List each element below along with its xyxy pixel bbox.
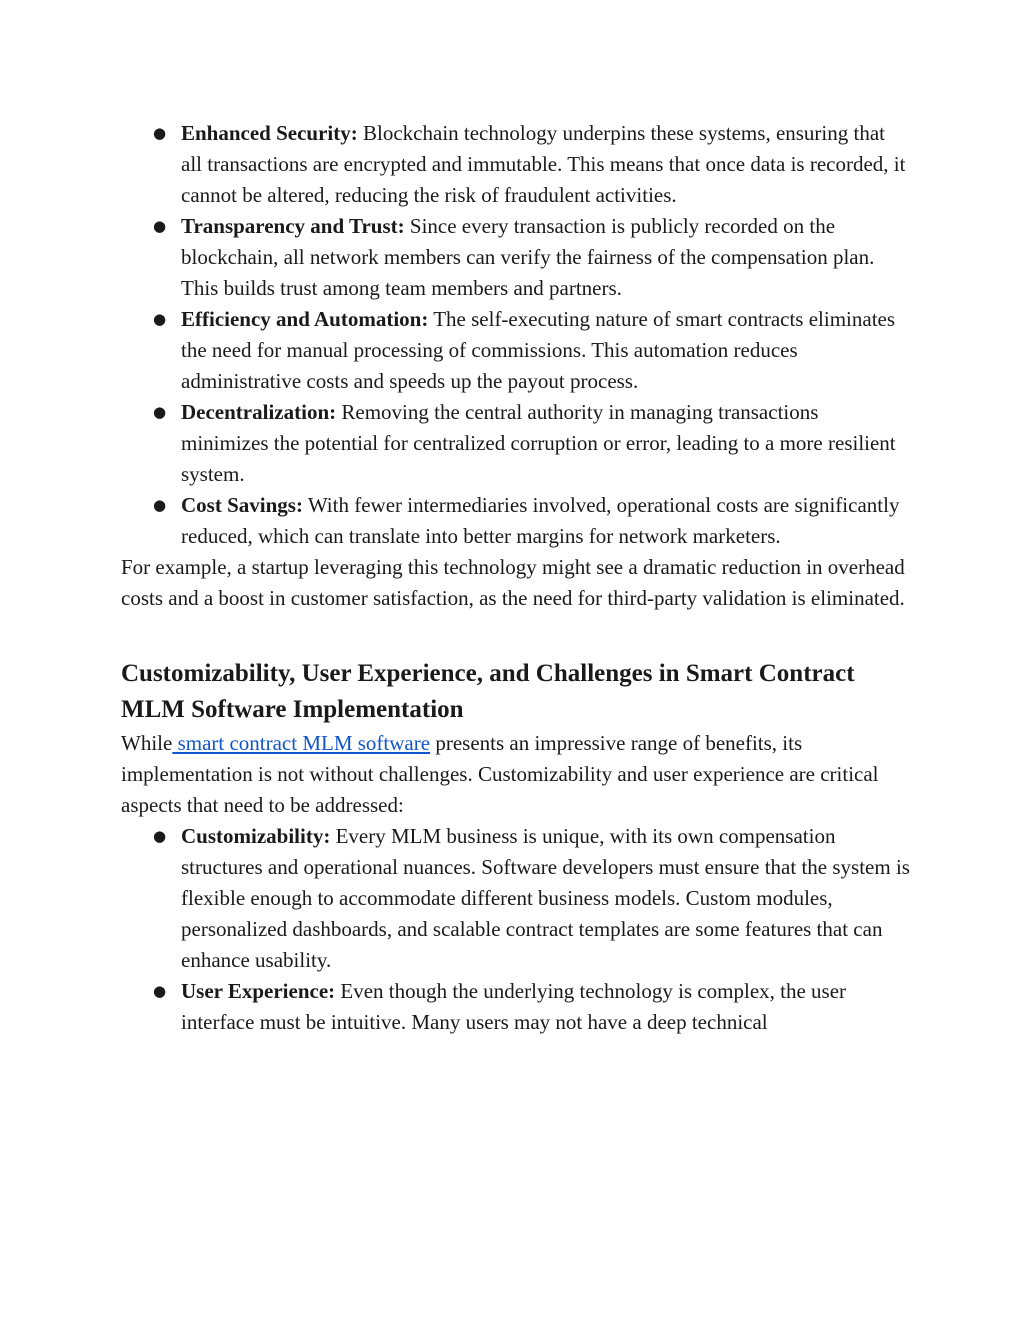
benefits-list (121, 118, 911, 552)
list-item-text: Blockchain technology underpins these systems, ensuring that all transactions are encrypted and immutable. This means that once data is recorded, it cannot be altered, reducing the risk of fraudulent activities. (181, 121, 906, 207)
list-item-transparency (121, 211, 911, 304)
list-item-text: The self-executing nature of smart contracts eliminates the need for manual processing of commissions. This automation reduces administrative costs and speeds up the payout process. (181, 307, 896, 393)
list-item-term: User Experience: (181, 979, 336, 1003)
bullet-icon: ● (153, 403, 167, 421)
bullet-icon: ● (153, 217, 167, 235)
intro-paragraph (121, 728, 911, 821)
list-item-enhanced-security (121, 118, 911, 211)
list-item-text: Every MLM business is unique, with its own compensation structures and operational nuances. Software developers must ensure that the system is flexible enough to accommodate different business models. Custom modules, personalized dashboards, and scalable contract templates are some features that can enhance usability. (181, 824, 910, 972)
bullet-icon: ● (153, 496, 167, 514)
document-page (121, 118, 911, 1038)
intro-text-before: While (121, 731, 173, 755)
challenges-list (121, 821, 911, 1038)
bullet-icon: ● (153, 827, 167, 845)
list-item-term: Decentralization: (181, 400, 337, 424)
list-item-cost-savings (121, 490, 911, 552)
list-item-decentralization (121, 397, 911, 490)
list-item-text: Since every transaction is publicly recorded on the blockchain, all network members can verify the fairness of the compensation plan. This builds trust among team members and partners. (181, 214, 875, 300)
list-item-user-experience (121, 976, 911, 1038)
list-item-term: Customizability: (181, 824, 331, 848)
bullet-icon: ● (153, 982, 167, 1000)
list-item-term: Transparency and Trust: (181, 214, 405, 238)
list-item-term: Efficiency and Automation: (181, 307, 429, 331)
list-item-term: Cost Savings: (181, 493, 303, 517)
list-item-text: Removing the central authority in managing transactions minimizes the potential for centralized corruption or error, leading to a more resilient system. (181, 400, 896, 486)
section-heading: Customizability, User Experience, and Challenges in Smart Contract MLM Software Implementation (121, 660, 855, 723)
bullet-icon: ● (153, 124, 167, 142)
list-item-text: Even though the underlying technology is complex, the user interface must be intuitive. Many users may not have a deep technical (181, 979, 847, 1034)
intro-text-after: presents an impressive range of benefits, its implementation is not without challenges. Customizability and user experience are critical aspects that need to be addressed: (121, 731, 879, 817)
list-item-customizability (121, 821, 911, 976)
example-paragraph: For example, a startup leveraging this technology might see a dramatic reduction in overhead costs and a boost in customer satisfaction, as the need for third-party validation is eliminated. (121, 555, 905, 610)
smart-contract-mlm-software-link[interactable]: smart contract MLM software (172, 731, 431, 755)
list-item-text: With fewer intermediaries involved, operational costs are significantly reduced, which can translate into better margins for network marketers. (181, 493, 900, 548)
list-item-efficiency (121, 304, 911, 397)
list-item-term: Enhanced Security: (181, 121, 358, 145)
bullet-icon: ● (153, 310, 167, 328)
